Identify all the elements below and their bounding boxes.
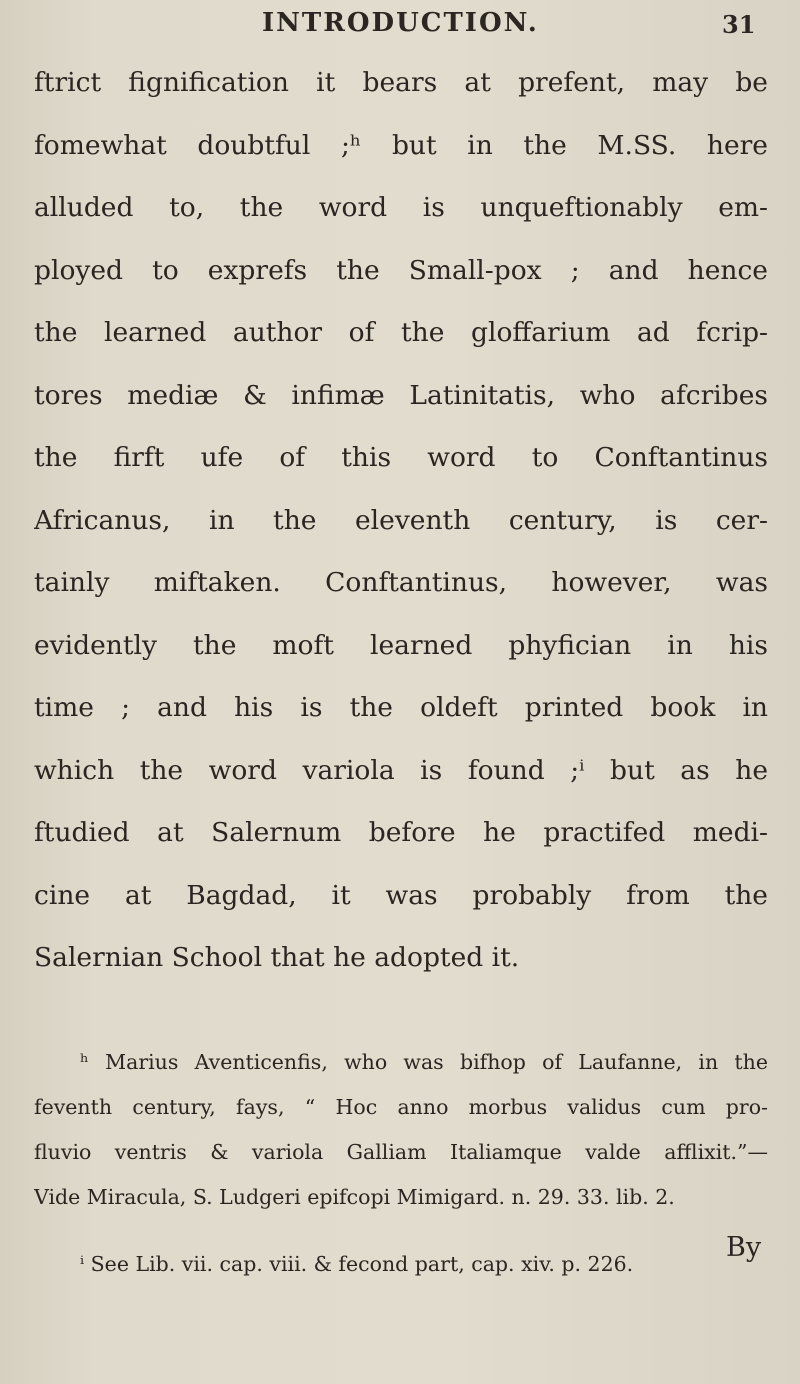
- footnotes: [34, 1040, 768, 1287]
- body-line: evidently the moft learned phyfician in his: [34, 629, 768, 661]
- body-text: [34, 52, 768, 990]
- body-line: ftudied at Salernum before he practifed medi-: [34, 817, 768, 848]
- footnote-line: ʰ Marius Aventicenfis, who was bifhop of Laufanne, in the: [80, 1050, 768, 1074]
- body-line: the firft ufe of this word to Conftantinus: [34, 442, 768, 473]
- page-number: 31: [722, 10, 756, 39]
- running-head: [0, 8, 800, 58]
- body-line: ployed to exprefs the Small-pox ; and hence: [34, 254, 768, 286]
- body-line: time ; and his is the oldeft printed book in: [34, 692, 768, 723]
- body-line: ftrict fignification it bears at prefent, may be: [34, 67, 768, 98]
- running-title: INTRODUCTION.: [262, 8, 539, 38]
- body-line: cine at Bagdad, it was probably from the: [34, 879, 768, 911]
- footnote-line: feventh century, fays, “ Hoc anno morbus validus cum pro-: [34, 1095, 768, 1119]
- footnote-h: [34, 1040, 768, 1220]
- body-line: Salernian School that he adopted it.: [34, 942, 520, 973]
- catchword: By: [726, 1232, 762, 1263]
- body-line: tores mediæ & infimæ Latinitatis, who afcribes: [34, 379, 768, 411]
- footnote-line: fluvio ventris & variola Galliam Italiamque valde afflixit.”—: [34, 1140, 768, 1164]
- body-line: which the word variola is found ;ⁱ but as he: [34, 754, 768, 786]
- body-line: the learned author of the gloffarium ad fcrip-: [34, 317, 768, 348]
- footnote-i: ⁱ See Lib. vii. cap. viii. & fecond part, cap. xiv. p. 226.: [80, 1252, 634, 1276]
- body-line: Africanus, in the eleventh century, is cer-: [34, 504, 768, 536]
- body-line: fomewhat doubtful ;ʰ but in the M.SS. here: [34, 129, 768, 161]
- body-line: alluded to, the word is unqueftionably em-: [34, 192, 768, 223]
- body-line: tainly miftaken. Conftantinus, however, was: [34, 567, 768, 598]
- footnote-line: Vide Miracula, S. Ludgeri epifcopi Mimigard. n. 29. 33. lib. 2.: [34, 1185, 675, 1209]
